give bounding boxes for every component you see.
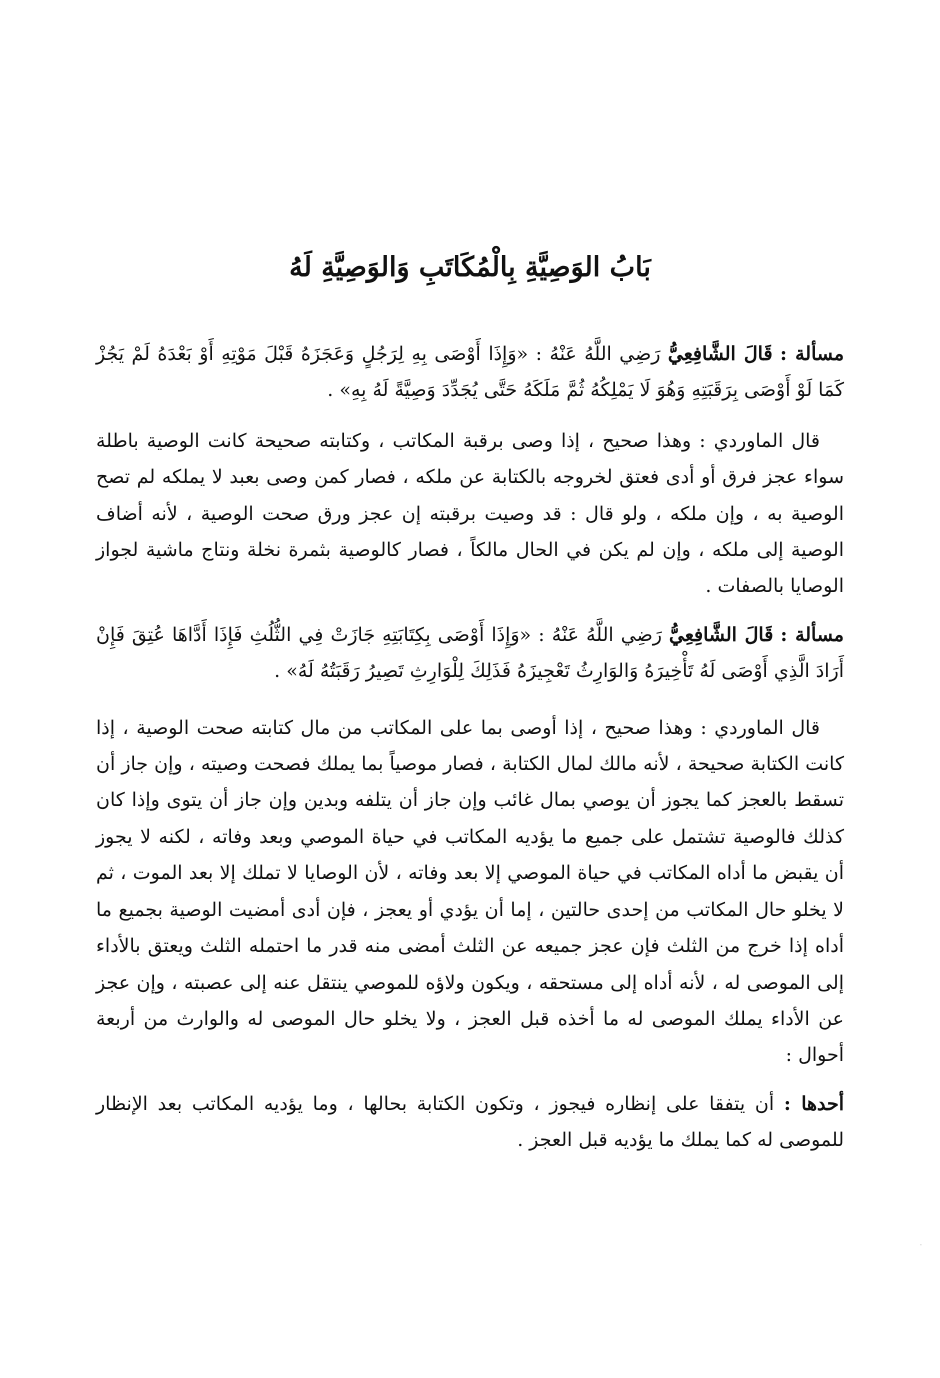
masala-text: رَضِي اللَّهُ عَنْهُ : «وَإِذَا أَوْصَى بِكِتَابَتِهِ جَازَتْ فِي الثُّلُثِ فَإِذَا أَدَّاهَا عُتِقَ فَإِنْ أَرَادَ الَّذِي أَوْصَى لَهُ تَأْخِيرَهُ وَالوَارِثُ تَعْجِيزَهُ فَذَلِكَ لِلْوَارِثِ تَصِيرُ رَقَبَتُهُ لَهُ» . <box>96 623 844 683</box>
masala-label: مسألة : <box>780 343 844 365</box>
shafii-quote-intro: قَالَ الشَّافِعِيُّ <box>667 343 773 365</box>
commentary-paragraph-2: قال الماوردي : وهذا صحيح ، إذا أوصى بما على المكاتب من مال كتابته صحت الوصية ، إذا كانت الكتابة صحيحة ، لأنه مالك لمال الكتابة ، فصار موصياً بما يملك فصحت وصيته ، وإن جاز أن تسقط بالعجز كما يجوز أن يوصي بمال غائب وإن جاز أن يتلفه وبدين وإن جاز أن يتوى وإذا كان كذلك فالوصية تشتمل على جميع ما يؤديه المكاتب في حياة الموصي وبعد وفاته ، لكنه لا يجوز أن يقبض ما أداه المكاتب في حياة الموصي إلا بعد وفاته ، لأن الوصايا لا تملك إلا بعد الموت ، ثم لا يخلو حال المكاتب من إحدى حالتين ، إما أن يؤدي أو يعجز ، فإن أدى أمضيت الوصية بجميع ما أداه إذا خرج من الثلث فإن عجز جميعه عن الثلث أمضى منه قدر ما احتمله الثلث ويعتق بالأداء إلى الموصى له ، لأنه أداه إلى مستحقه ، ويكون ولاؤه للموصي ينتقل عنه إلى عصبته ، وإن عجز عن الأداء يملك الموصى له ما أخذه قبل العجز ، ولا يخلو حال الموصى له والوارث من أربعة أحوال : <box>96 716 844 1067</box>
masala-paragraph-1 <box>96 336 844 409</box>
shafii-quote-intro: قَالَ الشَّافِعِيُّ <box>669 623 774 646</box>
masala-label: مسألة : <box>780 623 844 646</box>
page-speck: ۰ <box>918 1240 923 1249</box>
first-case-paragraph <box>96 1086 844 1159</box>
masala-text: رَضِي اللَّهُ عَنْهُ : «وَإِذَا أَوْصَى بِهِ لِرَجُلٍ وَعَجَزَهُ قَبْلَ مَوْتِهِ أَوْ بَعْدَهُ لَمْ يَجُزْ كَمَا لَوْ أَوْصَى بِرَقَبَتِهِ وَهُوَ لَا يَمْلِكُهُ ثُمَّ مَلَكَهُ حَتَّى يُجَدِّدَ وَصِيَّةً لَهُ بِهِ» . <box>96 343 844 402</box>
commentary-paragraph-1: قال الماوردي : وهذا صحيح ، إذا وصى برقبة المكاتب ، وكتابته صحيحة كانت الوصية باطلة سواء عجز فرق أو أدى فعتق لخروجه بالكتابة عن ملكه ، فصار كمن وصى بعبد لا يملكه لم تصح الوصية به ، وإن ملكه ، ولو قال : قد وصيت برقبته إن عجز ورق صحت الوصية ، لأنه أضاف الوصية إلى ملكه ، وإن لم يكن في الحال مالكاً ، فصار كالوصية بثمرة نخلة ونتاج ماشية لجواز الوصايا بالصفات . <box>96 429 844 598</box>
chapter-title: بَابُ الوَصِيَّةِ بِالْمُكَاتَبِ وَالوَصِيَّةِ لَهُ <box>289 252 651 283</box>
case-text: أن يتفقا على إنظاره فيجوز ، وتكون الكتابة بحالها ، وما يؤديه المكاتب بعد الإنظار للموصى له كما يملك ما يؤديه قبل العجز . <box>96 1092 844 1152</box>
masala-paragraph-2 <box>96 617 844 690</box>
case-label: أحدها : <box>783 1092 844 1115</box>
